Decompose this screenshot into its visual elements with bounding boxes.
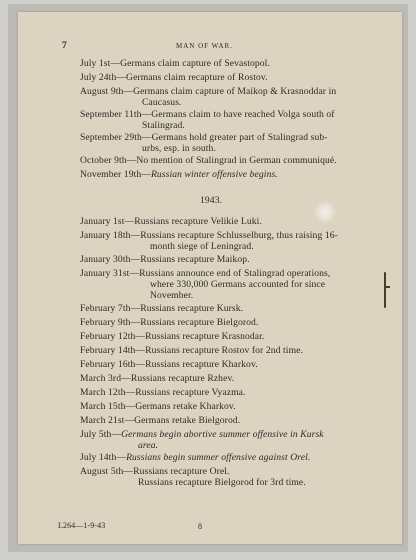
entry-november-19: November 19th—Russian winter offensive begins. [80,169,278,180]
year-heading: 1943. [200,195,223,206]
entry-january-30: January 30th—Russians recapture Maikop. [80,254,250,265]
page-header [0,40,416,54]
entry-july-14: July 14th—Russians begin summer offensive against Orel. [80,452,311,463]
entry-january-31: January 31st—Russians announce end of Stalingrad operations, where 330,000 Germans accounted for since November. [80,268,331,301]
entry-march-12: March 12th—Russians recapture Vyazma. [80,387,246,398]
entry-february-7: February 7th—Russians recapture Kursk. [80,303,244,314]
entry-march-15: March 15th—Germans retake Kharkov. [80,401,236,412]
print-code: L264—1-9-43 [58,521,106,530]
running-head: MAN OF WAR. [176,42,233,50]
entry-january-1: January 1st—Russians recapture Velikie Luki. [80,216,262,227]
entry-august-5: August 5th—Russians recapture Orel. Russians recapture Bielgorod for 3rd time. [80,466,306,488]
entry-july-24: July 24th—Germans claim recapture of Rostov. [80,72,268,83]
page-number: 7 [62,40,67,51]
entry-march-3: March 3rd—Russians recapture Rzhev. [80,373,235,384]
entry-september-29: September 29th—Germans hold greater part of Stalingrad sub- urbs, esp. in south. [80,132,328,154]
ink-mark-tick [386,286,390,288]
entry-march-21: March 21st—Germans retake Bielgorod. [80,415,241,426]
entry-july-5: July 5th—Germans begin abortive summer offensive in Kursk area. [80,429,324,451]
entry-january-18: January 18th—Russians recapture Schlusselburg, thus raising 16- month siege of Leningrad. [80,230,338,252]
entry-september-11: September 11th—Germans claim to have reached Volga south of Stalingrad. [80,109,335,131]
entry-july-1: July 1st—Germans claim capture of Sevastopol. [80,58,270,69]
entry-february-9: February 9th—Russians recapture Bielgorod. [80,317,259,328]
entry-february-14: February 14th—Russians recapture Rostov for 2nd time. [80,345,303,356]
entry-august-9: August 9th—Germans claim capture of Maikop & Krasnoddar in Caucasus. [80,86,337,108]
entry-february-16: February 16th—Russians recapture Kharkov. [80,359,258,370]
ink-mark [384,272,386,308]
entry-october-9: October 9th—No mention of Stalingrad in German communiqué. [80,155,337,166]
entry-february-12: February 12th—Russians recapture Krasnodar. [80,331,265,342]
signature-mark: 8 [198,522,203,531]
